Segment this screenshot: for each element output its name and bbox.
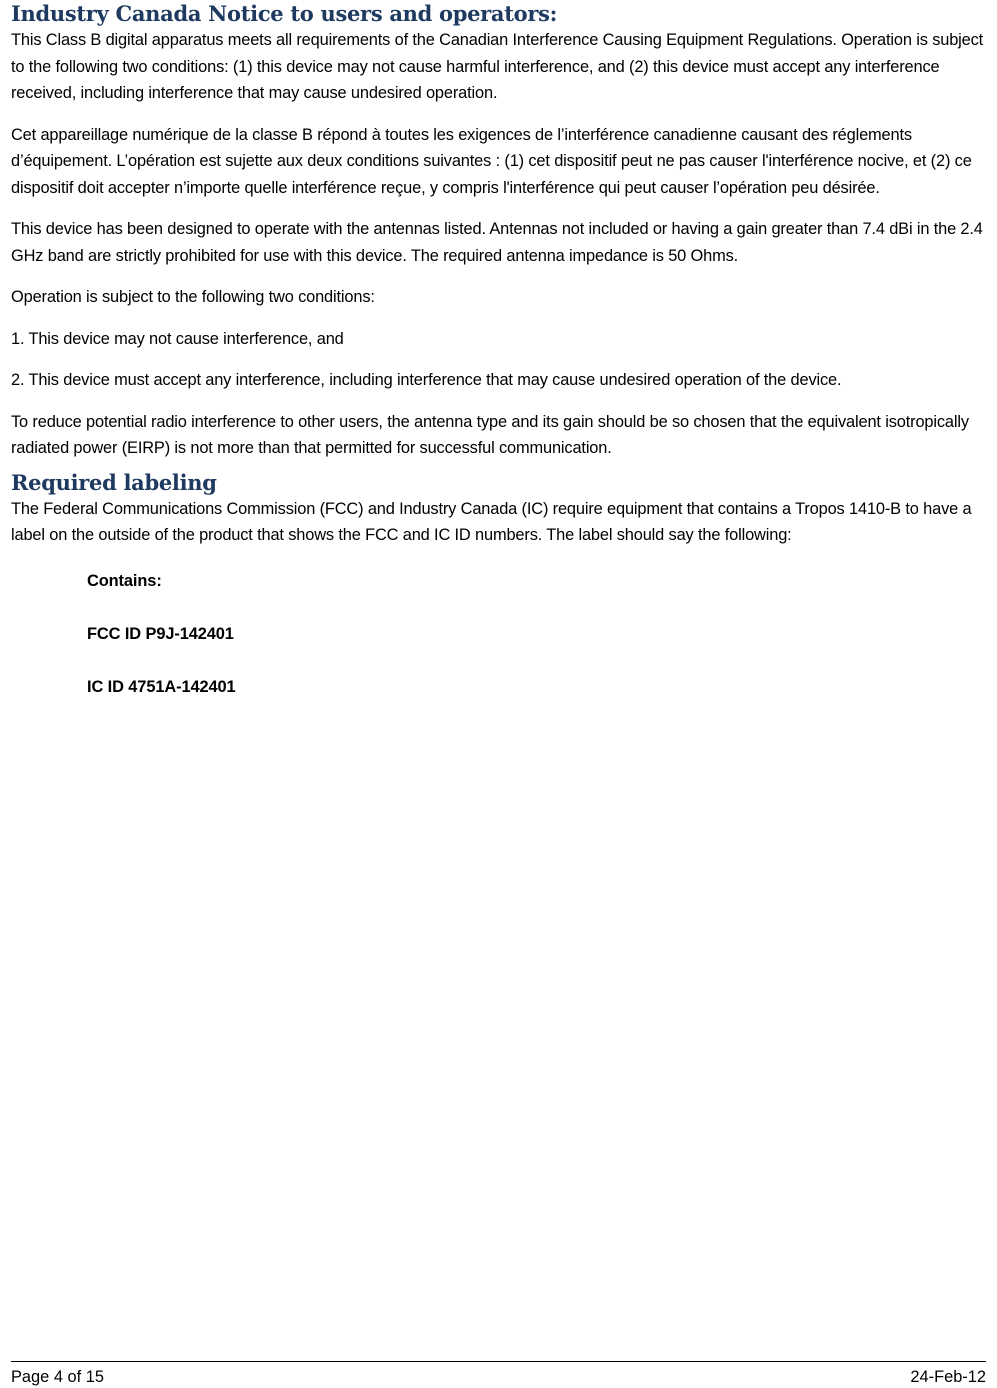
label-contains: Contains: [87,571,162,590]
label-text-block [87,568,987,700]
label-fcc-id: FCC ID P9J-142401 [87,624,234,643]
page-number: Page 4 of 15 [11,1368,104,1386]
labeling-paragraph: The Federal Communications Commission (FCC) and Industry Canada (IC) require equipment that contains a Tropos 1410-B to have a label on the outside of the product that shows the FCC and IC ID numbers. The label should say the following: [11,499,972,544]
ic-notice-paragraph-english: This Class B digital apparatus meets all requirements of the Canadian Interference Causing Equipment Regulations. Operation is subject to the following two conditions: (1) this device may not cause harmful interference, and (2) this device must accept any interference received, including interference that may cause undesired operation. [11,31,984,102]
ic-notice-heading: Industry Canada Notice to users and operators: [11,1,558,26]
label-ic-id: IC ID 4751A-142401 [87,677,236,696]
footer-date: 24-Feb-12 [910,1368,986,1386]
eirp-paragraph: To reduce potential radio interference to other users, the antenna type and its gain should be so chosen that the equivalent isotropically radiated power (EIRP) is not more than that permitted for successful communication. [11,412,969,457]
page-footer [11,1361,986,1387]
antenna-paragraph: This device has been designed to operate with the antennas listed. Antennas not included or having a gain greater than 7.4 dBi in the 2.4 GHz band are strictly prohibited for use with this device. The required antenna impedance is 50 Ohms. [11,220,983,265]
required-labeling-heading: Required labeling [11,469,217,495]
ic-notice-paragraph-french: Cet appareillage numérique de la classe B répond à toutes les exigences de l’interférence canadienne causant des réglements d’équipement. L’opération est sujette aux deux conditions suivantes : (1) cet dispositif peut ne pas causer l'interférence nocive, et (2) ce dispositif doit accepter n’importe quelle interférence reçue, y compris l'interférence qui peut causer l’opération peu désirée. [11,125,972,197]
conditions-intro: Operation is subject to the following two conditions: [11,288,375,306]
document-page [11,0,987,727]
condition-1: 1. This device may not cause interference, and [11,329,344,348]
condition-2: 2. This device must accept any interference, including interference that may cause undesired operation of the device. [11,371,842,389]
